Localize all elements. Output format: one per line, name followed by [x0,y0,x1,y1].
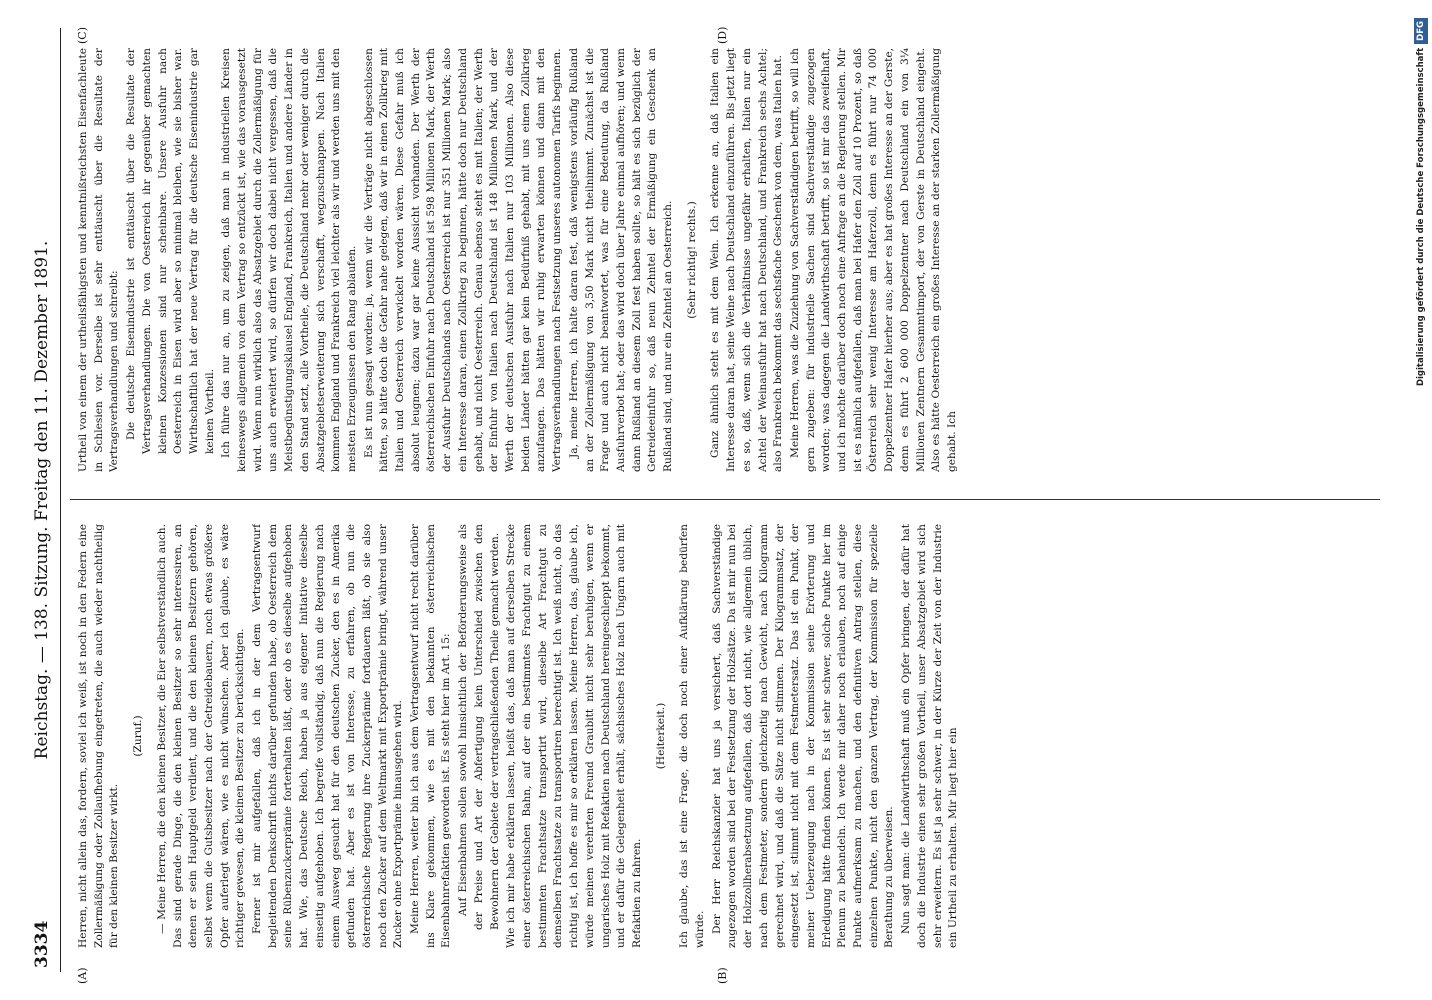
paragraph: Meine Herren, was die Zuziehung von Sachverständigen betrifft, so will ich gern zugeben: für industrielle Sachen sind Sachverständige zugezogen worden; was dagegen die Landwirthschaft betrifft, so ist mir das zweifelhaft, und ich möchte darüber doch noch eine Anfrage an die Regierung stellen. Mir ist es nämlich aufgefallen, daß man bei Hafer den Zoll auf 10 Prozent, so daß Österreich sehr wenig Interesse am Haferzoll, denn es führt nur 74 000 Doppelzentner Hafer hierher aus; aber es hat großes Interesse an der Gerste, denn es führt 2 600 000 Doppelzentner nach Deutschland ein von 3¼ Millionen Zentnern Gesammtimport, der von Gerste in Deutschland eingeht. Also es hätte Oesterreich ein großes Interesse an der starken Zollermäßigung gehabt. Ich [788,48,958,472]
right-column [76,48,1376,472]
paragraph: Meine Herren, weiter bin ich aus dem Vertragsentwurf nicht recht darüber ins Klare gekommen, wie es mit den bekannten österreichischen Eisenbahnrefaktien geworden ist. Es steht hier im Art. 15: [409,524,453,948]
quotation: Die deutsche Eisenindustrie ist enttäuscht über die Resultate der Vertragsverhandlungen. Die von Oesterreich ihr gegenüber gemachten kleinen Konzessionen sind nur scheinbare. Unsere Ausfuhr nach Oesterreich in Eisen wird aber so minimal bleiben, wie sie bisher war. Wirthschaftlich hat der neue Vertrag für die deutsche Eisenindustrie gar keinen Vortheil. [125,48,216,454]
paragraph: Herren, nicht allein das, fordern, soviel ich weiß, ist noch in den Federn eine Zollermäßigung oder Zollaufhebung eingetreten, die auch wieder nachtheilig für den kleinen Besitzer wirkt. [77,524,121,948]
paragraph: — Meine Herren, die den kleinen Besitzer, die Eier selbstverständlich auch. Das sind gerade Dinge, die den kleinen Besitzer so sehr interessiren, an denen er sein Hauptgeld verdient, und die den kleinen Besitzern gehören, selbst wenn die Gutsbesitzer nach der Getreidebauern, noch etwas größere Opfer auferlegt wären, wie es nicht wünschen. Aber ich glaube, es wäre richtiger gewesen, die kleinen Besitzer zu berücksichtigen. [155,524,247,948]
stamp-text: Digitalisierung gefördert durch die Deutsche Forschungsgemeinschaft [1416,47,1426,387]
paragraph: Ganz ähnlich steht es mit dem Wein. Ich erkenne an, daß Italien ein Interesse daran hat, seine Weine nach Deutschland einzuführen. Bis jetzt liegt es so, daß, wenn sich die Verhältnisse ungefähr erhalten, Italien nur ein Achtel der Weinausfuhr hat nach Deutschland, und Frankreich sechs Achtel; also Frankreich bekommt das sechsfache Geschenk von dem, was Italien hat. [709,48,785,472]
interjection: (Heiterkeit.) [654,702,667,770]
header-rule [60,28,61,972]
paragraph: Ja, meine Herren, ich halte daran fest, daß wenigstens vorläufig Rußland an der Zollermäßigung von 3,50 Mark nicht theilnimmt. Zunächst ist die Frage und auch nicht beantwortet, was für eine Bedeutung, da Rußland Ausfuhrverbot hat; oder das wird doch über Jahre einmal aufhören; und wenn dann Rußland an diesem Zoll fest haben sollte, so hält es sich bezüglich der Getreideeinfuhr so, daß neun Zehntel der Ermäßigung ein Geschenk an Rußland sind, und nur ein Zehntel an Oesterreich. [567,48,675,472]
quotation: Auf Eisenbahnen sollen sowohl hinsichtlich der Beförderungsweise als der Preise und Art der Abfertigung kein Unterschied zwischen den Bewohnern der Gebiete der vertragschließenden Theile gemacht werden. [457,524,501,930]
digitization-stamp [1412,18,1430,980]
document-page [16,10,1416,990]
interjection: (Zuruf.) [132,715,145,757]
paragraph: Urtheil von einem der urtheilsfähigsten und kenntnißreichsten Eisenfachleute in Schlesien vor. Derselbe ist sehr enttäuscht über die Resultate der Vertragsverhandlungen und schreibt: [77,48,121,472]
paragraph: Es ist nun gesagt worden: ja, wenn wir die Verträge nicht abgeschlossen hätten, so hätte doch die Gefahr nahe gelegen, daß wir in einen Zollkrieg mit Italien und Oesterreich verwickelt worden wären. Diese Gefahr muß ich absolut leugnen; dazu war gar keine Aussicht vorhanden. Der Werth der österreichischen Einfuhr nach Deutschland ist 598 Millionen Mark, der Werth der Ausfuhr Deutschlands nach Oesterreich ist nur 351 Millionen Mark; also ein Interesse daran, einen Zollkrieg zu beginnen, hätte doch nur Deutschland gehabt, und nicht Oesterreich. Genau ebenso steht es mit Italien; der Werth der Einfuhr von Italien nach Deutschland ist 148 Millionen Mark, und der Werth der deutschen Ausfuhr nach Italien nur 103 Millionen. Also diese beiden Länder hätten gar kein Bedürfniß gehabt, mit uns einen Zollkrieg anzufangen. Das hätten wir ruhig erwarten können und dann mit den Vertragsverhandlungen nach Festsetzung unseres autonomen Tarifs beginnen. [362,48,564,472]
page-header [32,10,62,990]
left-column [76,524,1376,948]
page-number: 3334 [32,920,52,968]
paragraph: Ferner ist mir aufgefallen, daß ich in der dem Vertragsentwurf begleitenden Denkschrift nichts darüber gefunden habe, ob Oesterreich dem seine Rübenzuckerprämie forterhalten läßt, oder ob es dieselbe aufgehoben hat. Wie, das Deutsche Reich, haben ja aus eigener Initiative dieselbe einseitig aufgehoben. Ich begreife vollständig, daß nun die Regierung nach einem Ausweg gesucht hat für den deutschen Zucker, den es in Amerika gefunden hat. Aber es ist von Interesse, zu erfahren, ob nun die österreichische Regierung ihre Zuckerprämie fortdauern läßt, ob sie also noch den Zucker auf dem Weltmarkt mit Exportprämie bringt, während unser Zucker ohne Exportprämie hinausgehen wird. [251,524,405,948]
paragraph: Ich führe das nur an, um zu zeigen, daß man in industriellen Kreisen keineswegs allgemein von dem Vertrag so entzückt ist, wie das vorausgesetzt wird. Wenn nun wirklich also das Absatzgebiet durch die Zollermäßigung für uns auch erweitert wird, so dürfen wir doch dabei nicht vergessen, daß die Meistbegünstigungsklausel England, Frankreich, Italien und andere Länder in den Stand setzt, alle Vortheile, die Deutschland mehr oder weniger durch die Absatzgebietserweiterung sich verschafft, wegzuschnappen. Nach Italien kommen England und Frankreich viel leichter als wir und werden uns mit den meisten Erzeugnissen den Rang ablaufen. [220,48,358,472]
paragraph: Der Herr Reichskanzler hat uns ja versichert, daß Sachverständige zugezogen worden sind bei der Festsetzung der Holzsätze. Da ist mir nun bei der Holzzollherabsetzung aufgefallen, daß dort nicht, wie allgemein üblich, nach dem Festmeter, sondern gleichzeitig nach Gewicht, nach Kilogramm gerechnet wird, und daß die Sätze nicht stimmen. Der Kilogrammsatz, der eingesetzt ist, stimmt nicht mit dem Festmetersatz. Das ist ein Punkt, der meiner Ueberzeugung nach in der Kommission seine Erörterung und Erledigung hätte finden können. Es ist sehr schwer, solche Punkte hier im Plenum zu behandeln. Ich werde mir daher noch erlauben, noch auf einige Punkte aufmerksam zu machen, und den definitiven Antrag stellen, diese einzelnen Punkte, nicht den ganzen Vertrag, der Kommission für spezielle Berathung zu überweisen. [710,524,896,948]
margin-marker-a: (A) [76,967,89,984]
paragraph: Wie ich mir habe erklären lassen, heißt das, daß man auf derselben Strecke einer österreichischen Bahn, auf der ein bestimmtes Frachtgut zu einem bestimmten Frachtsatze transportirt wird, dieselbe Art Frachtgut zu demselben Frachtsatze zu transportiren berechtigt ist. Ich weiß nicht, ob das richtig ist, ich hoffe es mir so erklären lassen. Meine Herren, das, glaube ich, würde meinen verehrten Freund Graubitt nicht sehr beruhigen, wenn er ungarisches Holz mit Refaktien nach Deutschland hereingeschleppt bekommt, und er dafür die Gelegenheit erhält, sächsisches Holz nach Ungarn auch mit Refaktien zu fahren. [505,524,643,948]
margin-marker-c: (C) [76,27,89,44]
column-divider [70,499,1380,500]
margin-marker-d: (D) [716,26,729,44]
paragraph: Ich glaube, das ist eine Frage, die doch noch einer Aufklärung bedürfen würde. [678,524,707,948]
interjection: (Sehr richtig! rechts.) [685,201,698,319]
running-head: Reichstag. — 138. Sitzung. Freitag den 11. Dezember 1891. [32,240,52,760]
paragraph: Nun sagt man: die Landwirthschaft muß ein Opfer bringen, der dafür hat doch die Industrie einen sehr großen Vortheil, unser Absatzgebiet wird sich sehr erweitern. Es ist ja sehr schwer, in der Kürze der Zeit von der Industrie ein Urtheil zu erhalten. Mir liegt hier ein [900,524,960,948]
dfg-logo: DFG [1414,18,1428,44]
margin-marker-b: (B) [716,967,729,984]
